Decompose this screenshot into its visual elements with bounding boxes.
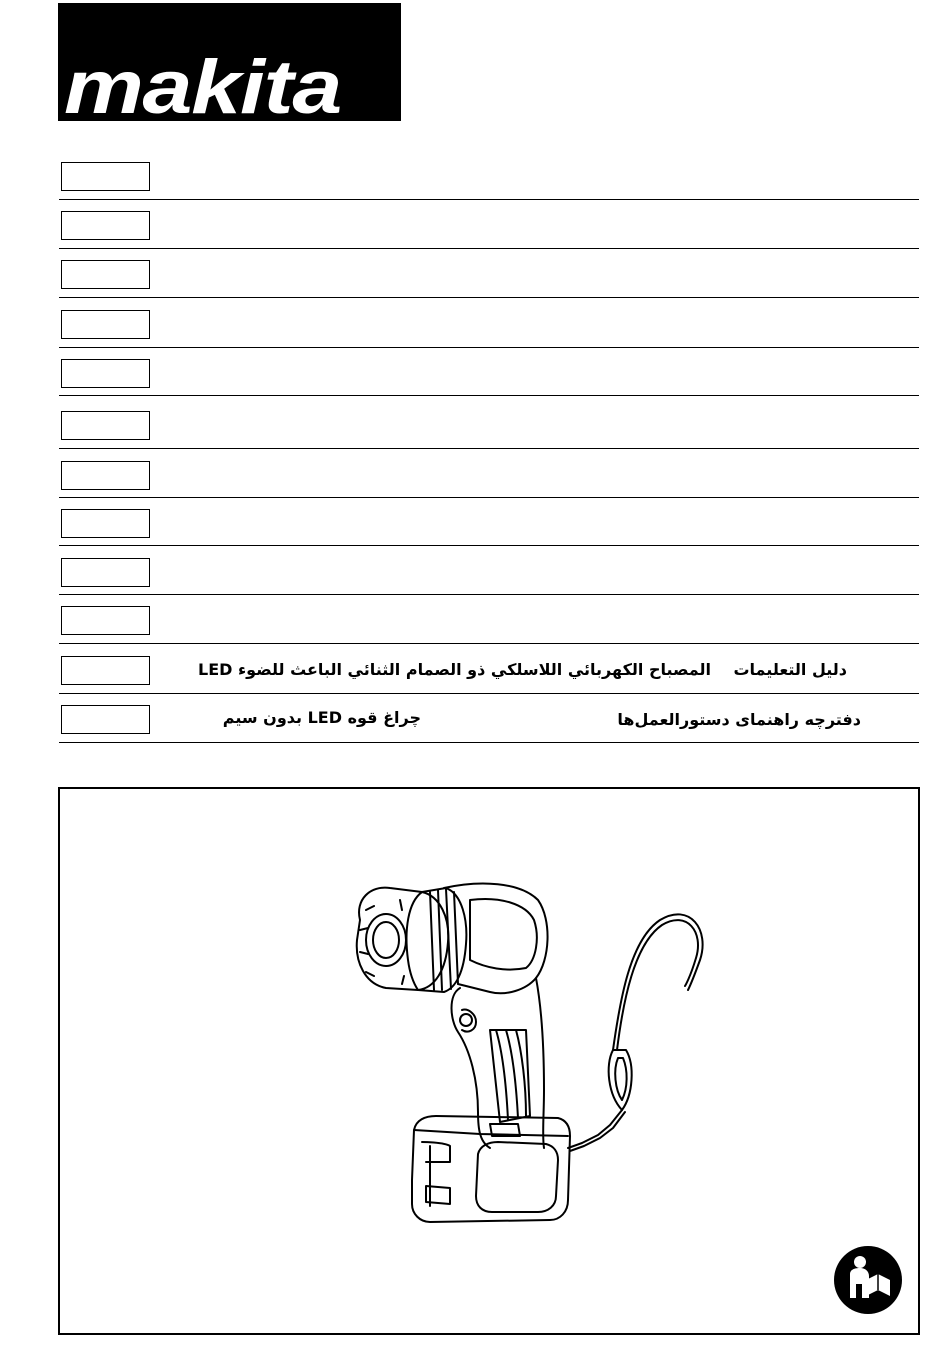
language-code-box <box>61 509 150 538</box>
row-divider <box>59 594 919 595</box>
language-code-box <box>61 211 150 240</box>
flashlight-illustration <box>330 880 730 1230</box>
row-divider <box>59 448 919 449</box>
product-title-persian: چراغ قوه LED بدون سیم <box>222 708 421 727</box>
registered-mark: R <box>431 41 450 60</box>
row-divider <box>59 395 919 396</box>
row-divider <box>59 643 919 644</box>
row-divider <box>59 693 919 694</box>
row-divider <box>59 199 919 200</box>
language-code-box <box>61 411 150 440</box>
read-manual-icon <box>832 1244 904 1316</box>
product-title-arabic: المصباح الكهربائي اللاسلكي ذو الصمام الثنائي الباعث للضوء LED <box>198 660 711 679</box>
language-code-box <box>61 461 150 490</box>
language-code-box <box>61 705 150 734</box>
language-code-box <box>61 359 150 388</box>
language-code-box <box>61 656 150 685</box>
manual-title-arabic: دليل التعليمات <box>733 660 847 679</box>
row-divider <box>59 248 919 249</box>
language-code-box <box>61 558 150 587</box>
manual-title-persian: دفترچه راهنمای دستورالعمل‌ها <box>617 710 861 729</box>
language-code-box <box>61 260 150 289</box>
row-divider <box>59 545 919 546</box>
row-divider <box>59 347 919 348</box>
language-code-box <box>61 162 150 191</box>
row-divider <box>59 497 919 498</box>
row-divider <box>59 297 919 298</box>
language-code-box <box>61 606 150 635</box>
makita-logo <box>58 3 445 130</box>
language-code-box <box>61 310 150 339</box>
row-divider <box>59 742 919 743</box>
brand-name: makita <box>64 45 342 130</box>
